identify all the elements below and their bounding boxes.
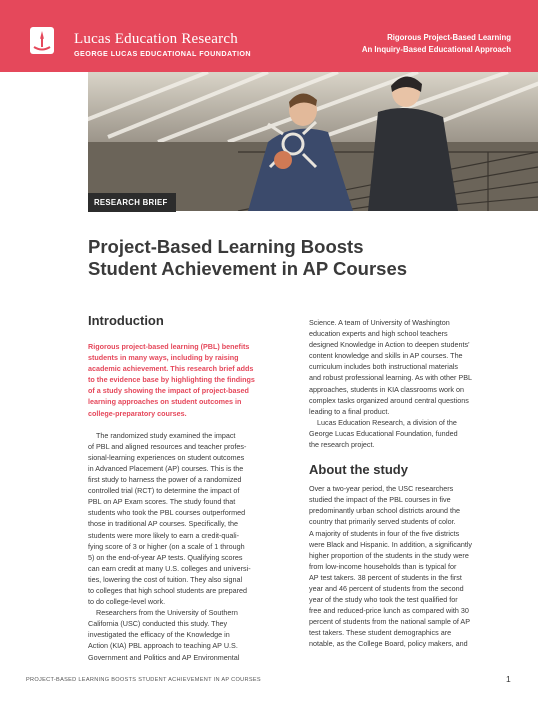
intro-lead — [88, 341, 300, 419]
text-line: controlled trial (RCT) to determine the impact of — [88, 486, 240, 496]
text-line: content knowledge and skills in AP courses. The — [309, 351, 463, 361]
text-line: to the evidence base by highlighting the findings — [88, 375, 255, 385]
text-line: investigated the efficacy of the Knowledge in — [88, 630, 230, 640]
series-title: Rigorous Project-Based Learning — [387, 33, 511, 42]
text-line: Lucas Education Research, a division of the — [317, 417, 457, 427]
series-subtitle: An Inquiry-Based Educational Approach — [361, 45, 511, 54]
text-line: to colleges that high school students are prepared — [88, 585, 248, 595]
text-line: complex tasks organized around central questions — [309, 395, 469, 405]
text-line: Researchers from the University of Southern — [96, 608, 238, 618]
intro-paragraph-4 — [309, 417, 521, 450]
text-line: George Lucas Educational Foundation, funded — [309, 428, 458, 438]
text-line: students in many ways, including by raising — [88, 353, 239, 363]
text-line: of PBL and aligned resources and teacher profes- — [88, 441, 247, 451]
header-banner — [0, 0, 538, 72]
text-line: AP test takers. 38 percent of students in the first — [309, 572, 462, 582]
brand-name: Lucas Education Research — [74, 31, 238, 47]
foundation-logo-icon — [30, 27, 54, 54]
text-line: ties, lowering the cost of tuition. They also signal — [88, 574, 243, 584]
text-line: designed Knowledge in Action to deepen students’ — [309, 340, 470, 350]
text-line: first study to harness the power of a randomized — [88, 475, 242, 485]
text-line: the research project. — [309, 440, 375, 450]
page-number: 1 — [506, 674, 511, 684]
text-line: can earn credit at many U.S. colleges and universi- — [88, 563, 251, 573]
text-line: year of the study who took the test qualified for — [309, 595, 458, 605]
text-line: to do college-level work. — [88, 597, 166, 607]
running-footer: PROJECT-BASED LEARNING BOOSTS STUDENT ACHIEVEMENT IN AP COURSES — [26, 677, 261, 683]
text-line: notable, as the College Board, policy makers, and — [309, 639, 468, 649]
text-line: 5) on the end-of-year AP tests. Qualifying scores — [88, 552, 243, 562]
text-line: studied the impact of the PBL courses in five — [309, 495, 451, 505]
page-title — [88, 236, 508, 280]
text-line: year and 46 percent of students from the second — [309, 583, 464, 593]
intro-paragraph-3 — [309, 317, 521, 417]
text-line: leading to a final product. — [309, 406, 390, 416]
text-line: Government and Politics and AP Environmental — [88, 652, 240, 662]
text-line: The randomized study examined the impact — [96, 430, 236, 440]
intro-heading: Introduction — [88, 313, 164, 328]
text-line: students were more likely to earn a credit-quali- — [88, 530, 240, 540]
text-line: Science. A team of University of Washington — [309, 318, 450, 327]
text-line: curriculum includes both instructional materials — [309, 362, 459, 372]
text-line: in Advanced Placement (AP) courses. This is the — [88, 463, 244, 473]
text-line: test takers. These student demographics are — [309, 628, 452, 638]
text-line: students who took the PBL courses outperformed — [88, 508, 246, 518]
text-line: Over a two-year period, the USC researchers — [309, 484, 454, 494]
left-column — [88, 313, 300, 663]
research-brief-badge: RESEARCH BRIEF — [88, 193, 176, 212]
text-line: percent of students from the national sample of AP — [309, 617, 471, 627]
text-line: of a study showing the impact of project-based — [88, 386, 249, 396]
text-line: fying score of 3 or higher (on a scale of 1 through — [88, 541, 245, 551]
text-line: A majority of students in four of the five districts — [309, 528, 460, 538]
brand-subtitle: GEORGE LUCAS EDUCATIONAL FOUNDATION — [74, 49, 252, 58]
intro-paragraph-1 — [88, 430, 300, 608]
hero-photo — [88, 72, 538, 211]
students-photo-illustration — [88, 72, 538, 211]
text-line: Rigorous project-based learning (PBL) benefits — [88, 342, 250, 351]
title-line: Project-Based Learning Boosts — [88, 236, 364, 257]
text-line: approaches, students in KIA classrooms work on — [309, 384, 465, 394]
text-line: from low-income households than is typical for — [309, 561, 457, 571]
intro-paragraph-2 — [88, 607, 300, 662]
text-line: country that primarily served students of color. — [309, 517, 456, 527]
text-line: those in traditional AP courses. Specifically, the — [88, 519, 238, 529]
text-line: education experts and high school teachers — [309, 329, 448, 339]
text-line: learning approaches on student outcomes in — [88, 397, 242, 407]
text-line: free and reduced-price lunch as compared with 30 — [309, 606, 469, 616]
text-line: sional-learning experiences on student outcomes — [88, 452, 245, 462]
text-line: higher proportion of the students in the study were — [309, 550, 469, 560]
text-line: were Black and Hispanic. In addition, a significantly — [309, 539, 473, 549]
about-heading: About the study — [309, 462, 408, 478]
right-column — [309, 317, 521, 650]
text-line: Action (KIA) PBL approach to teaching AP U.S. — [88, 641, 238, 651]
title-line: Student Achievement in AP Courses — [88, 258, 408, 279]
about-paragraph — [309, 483, 521, 649]
text-line: and robust professional learning. As with other PBL — [309, 373, 473, 383]
text-line: predominantly urban school districts around the — [309, 506, 461, 516]
text-line: academic achievement. This research brief adds — [88, 364, 254, 374]
text-line: college-preparatory courses. — [88, 408, 187, 418]
text-line: PBL on AP Exam scores. The study found that — [88, 497, 236, 507]
text-line: California (USC) conducted this study. They — [88, 619, 228, 629]
